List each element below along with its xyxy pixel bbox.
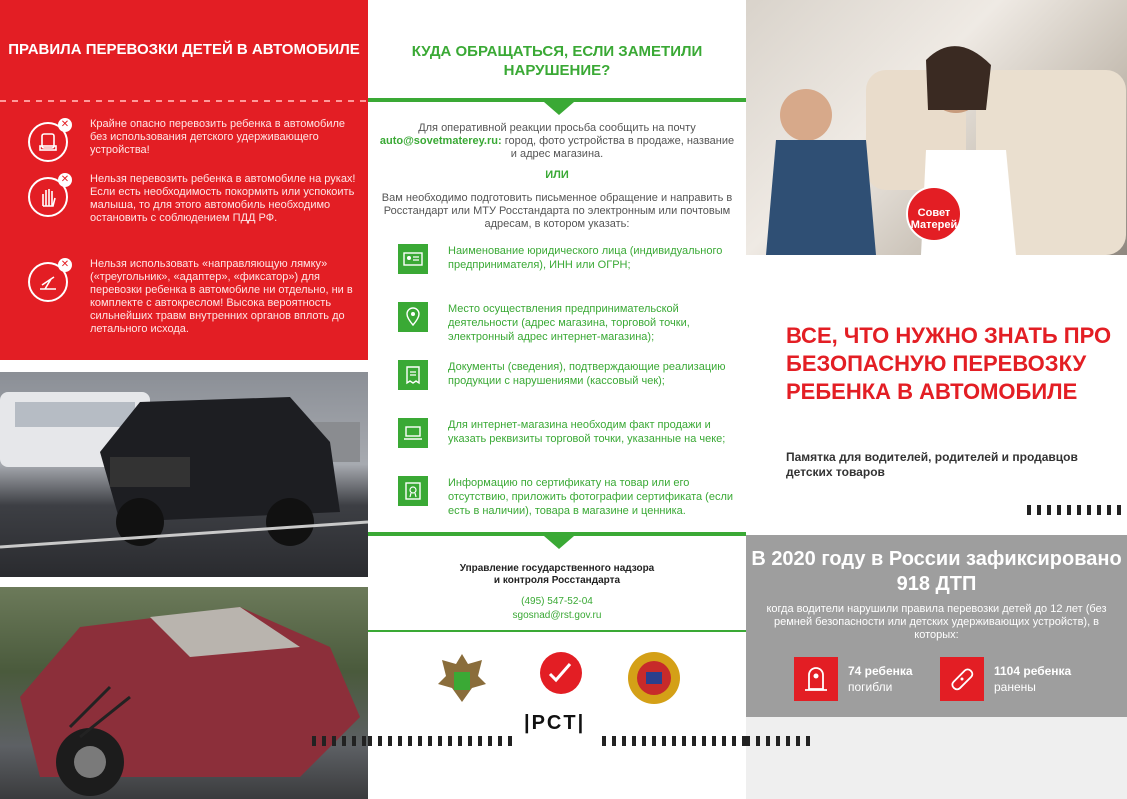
org-email[interactable]: sgosnad@rst.gov.ru xyxy=(512,610,602,621)
cover-title: ВСЕ, ЧТО НУЖНО ЗНАТЬ ПРО БЕЗОПАСНУЮ ПЕРЕВОЗКУ РЕБЕНКА В АВТОМОБИЛЕ xyxy=(786,323,1112,404)
dotted-divider xyxy=(1027,505,1127,515)
injuries-value: 1104 ребенка xyxy=(994,664,1072,678)
requirement-item xyxy=(398,360,738,390)
deaths-value: 74 ребенка xyxy=(848,664,913,678)
rule-text: Нельзя использовать «направляющую лямку» («треугольник», «адаптер», «фиксатор») для перевозки ребенка в автомобиле ни отдельно, ни в комплекте с автокреслом! Высока вероятность сильнейших травм внутренних органов вплоть до летального исхода. xyxy=(90,258,353,335)
letter-instructions: Вам необходимо подготовить письменное обращение и направить в Росстандарт или МТУ Росстандарта по электронным или почтовым адресам, в котором указать: xyxy=(381,192,733,230)
traffic-police-emblem-icon xyxy=(626,650,682,706)
org-name xyxy=(368,563,746,587)
receipt-icon xyxy=(398,360,428,390)
green-arrow xyxy=(544,102,574,115)
stat-deaths xyxy=(794,657,913,701)
rules-title: ПРАВИЛА ПЕРЕВОЗКИ ДЕТЕЙ В АВТОМОБИЛЕ xyxy=(8,41,360,58)
rule-item xyxy=(28,173,363,225)
requirement-text: Информацию по сертификату на товар или его отсутствию, приложить фотографии сертификата (если есть в наличии), товара в магазине и ценника. xyxy=(448,477,734,517)
logos-row xyxy=(368,650,746,710)
report-title: КУДА ОБРАЩАТЬСЯ, ЕСЛИ ЗАМЕТИЛИ НАРУШЕНИЕ? xyxy=(411,43,703,79)
cover-block xyxy=(746,255,1127,535)
child-seat-icon: ✕ xyxy=(28,122,68,162)
location-pin-icon xyxy=(398,302,428,332)
injuries-label: ранены xyxy=(994,680,1036,694)
statistics-block xyxy=(746,535,1127,717)
statistics-description: когда водители нарушили правила перевозки детей до 12 лет (без ремней безопасности или детских удерживающих устройств), в которых: xyxy=(766,603,1107,641)
bandage-icon xyxy=(940,657,984,701)
rule-item xyxy=(28,258,363,336)
org-line-2: и контроля Росстандарта xyxy=(493,575,621,586)
dotted-divider xyxy=(746,736,816,746)
intro-prefix: Для оперативной реакции просьба сообщить на почту xyxy=(418,122,696,134)
org-line-1: Управление государственного надзора xyxy=(459,563,655,574)
bottom-strip xyxy=(746,717,1127,799)
dotted-divider xyxy=(368,736,518,746)
requirement-item xyxy=(398,418,738,448)
eagle-emblem-icon xyxy=(434,650,490,706)
sovet-materey-badge: Совет Матерей xyxy=(906,186,962,242)
hand-stop-icon: ✕ xyxy=(28,177,68,217)
requirement-text: Для интернет-магазина необходим факт продажи и указать реквизиты торговой точки, указанные на чеке; xyxy=(448,419,726,445)
certificate-icon xyxy=(398,476,428,506)
right-panel xyxy=(746,0,1127,799)
damaged-red-car-photo xyxy=(0,587,368,799)
intro-suffix: город, фото устройства в продаже, название и адрес магазина. xyxy=(504,135,735,160)
requirement-text: Место осуществления предпринимательской деятельности (адрес магазина, торговой точки, электронный адрес интернет-магазина); xyxy=(448,303,690,343)
statistics-title: В 2020 году в России зафиксировано 918 ДТП xyxy=(751,548,1122,595)
requirement-item xyxy=(398,302,738,344)
requirement-item xyxy=(398,476,738,518)
crashed-car-photo xyxy=(0,372,368,577)
rule-text: Крайне опасно перевозить ребенка в автомобиле без использования детского удерживающего устройства! xyxy=(90,118,346,156)
rule-item xyxy=(28,118,363,162)
dotted-divider xyxy=(602,736,746,746)
green-arrow xyxy=(544,536,574,549)
dotted-divider xyxy=(312,736,368,746)
middle-panel xyxy=(368,0,746,799)
report-intro xyxy=(378,122,736,161)
report-email[interactable]: auto@sovetmaterey.ru: xyxy=(379,135,502,147)
stat-injuries xyxy=(940,657,1071,701)
left-panel xyxy=(0,0,368,799)
mother-child-car-photo xyxy=(746,0,1127,255)
laptop-icon xyxy=(398,418,428,448)
org-phone[interactable]: (495) 547-52-04 xyxy=(521,596,593,607)
requirement-item xyxy=(398,244,738,274)
rst-logo: |PCT| xyxy=(524,712,586,734)
requirement-text: Документы (сведения), подтверждающие реализацию продукции с нарушениями (кассовый чек); xyxy=(448,361,726,387)
sovet-materey-logo-icon xyxy=(538,650,594,706)
grave-icon xyxy=(794,657,838,701)
green-divider xyxy=(368,630,746,632)
dashed-divider xyxy=(0,100,368,102)
cover-subtitle: Памятка для водителей, родителей и продавцов детских товаров xyxy=(786,450,1078,479)
requirement-text: Наименование юридического лица (индивидуального предпринимателя), ИНН или ОГРН; xyxy=(448,245,723,271)
deaths-label: погибли xyxy=(848,680,893,694)
rules-block xyxy=(0,0,368,360)
rule-text: Нельзя перевозить ребенка в автомобиле на руках! Если есть необходимость покормить или успокоить малыша, то для этого автомобиль необходимо остановить с соблюдением ПДД РФ. xyxy=(90,173,356,224)
id-card-icon xyxy=(398,244,428,274)
or-label: ИЛИ xyxy=(545,169,569,181)
crossed-seat-icon: ✕ xyxy=(28,262,68,302)
